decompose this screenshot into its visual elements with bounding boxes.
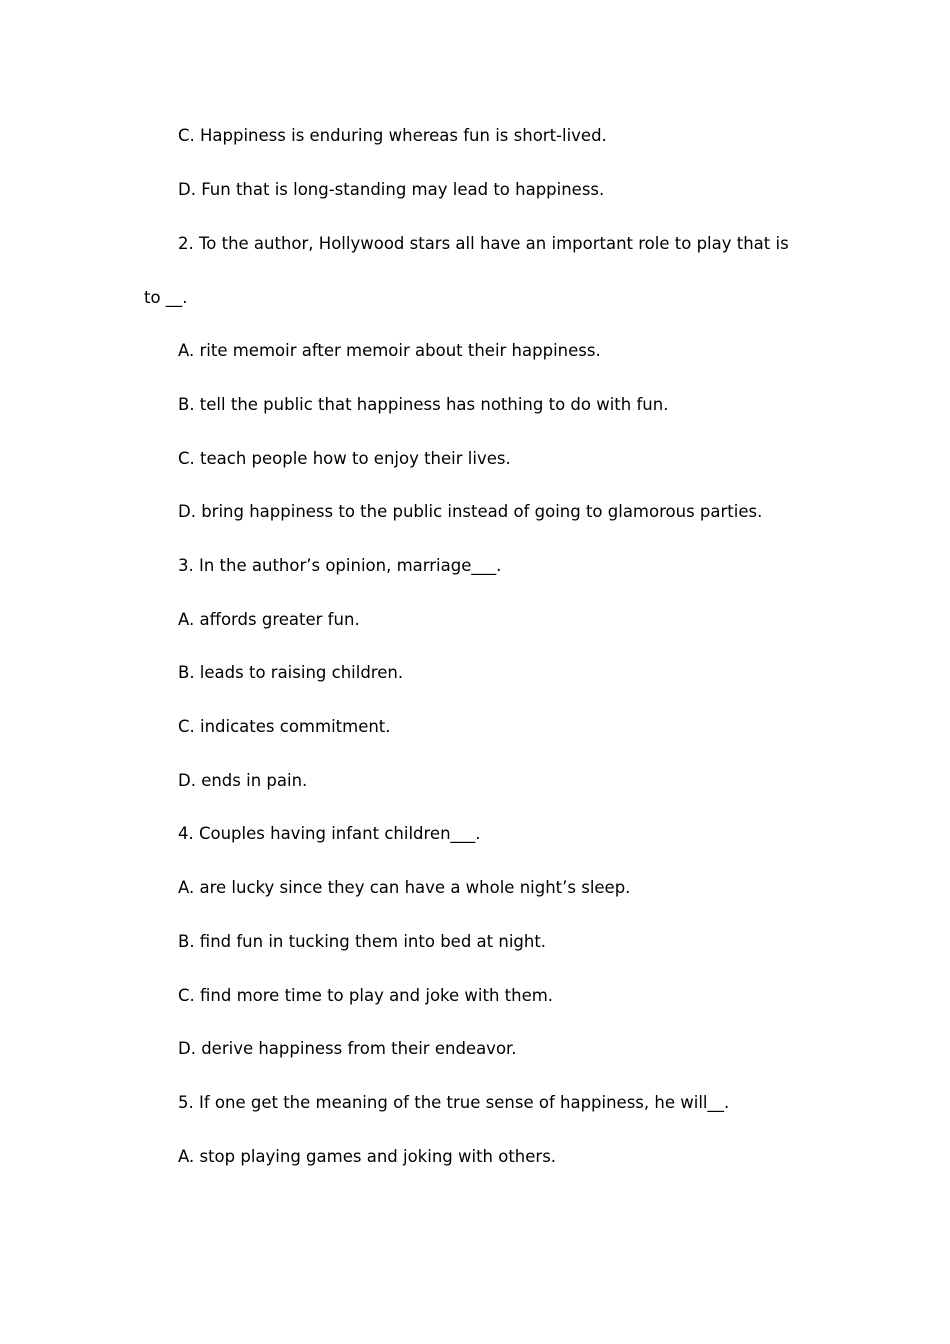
question-3-stem: 3. In the author’s opinion, marriage___. <box>178 556 502 575</box>
question-2-stem: 2. To the author, Hollywood stars all have an important role to play that is <box>178 234 789 253</box>
question-2-stem-continued: to __. <box>144 288 188 307</box>
q4-option-a: A. are lucky since they can have a whole night’s sleep. <box>178 878 631 897</box>
q4-option-d: D. derive happiness from their endeavor. <box>178 1039 517 1058</box>
q2-option-b: B. tell the public that happiness has nothing to do with fun. <box>178 395 669 414</box>
q3-option-c: C. indicates commitment. <box>178 717 391 736</box>
q3-option-b: B. leads to raising children. <box>178 663 404 682</box>
q2-option-c: C. teach people how to enjoy their lives. <box>178 449 511 468</box>
q4-option-b: B. find fun in tucking them into bed at night. <box>178 932 547 951</box>
q2-option-a: A. rite memoir after memoir about their happiness. <box>178 341 601 360</box>
q3-option-a: A. affords greater fun. <box>178 610 360 629</box>
q1-option-d: D. Fun that is long-standing may lead to happiness. <box>178 180 605 199</box>
q3-option-d: D. ends in pain. <box>178 771 308 790</box>
q5-option-a: A. stop playing games and joking with others. <box>178 1147 557 1166</box>
q1-option-c: C. Happiness is enduring whereas fun is short-lived. <box>178 126 607 145</box>
question-4-stem: 4. Couples having infant children___. <box>178 824 481 843</box>
q4-option-c: C. find more time to play and joke with them. <box>178 986 554 1005</box>
question-5-stem: 5. If one get the meaning of the true sense of happiness, he will__. <box>178 1093 730 1112</box>
q2-option-d: D. bring happiness to the public instead of going to glamorous parties. <box>178 502 763 521</box>
